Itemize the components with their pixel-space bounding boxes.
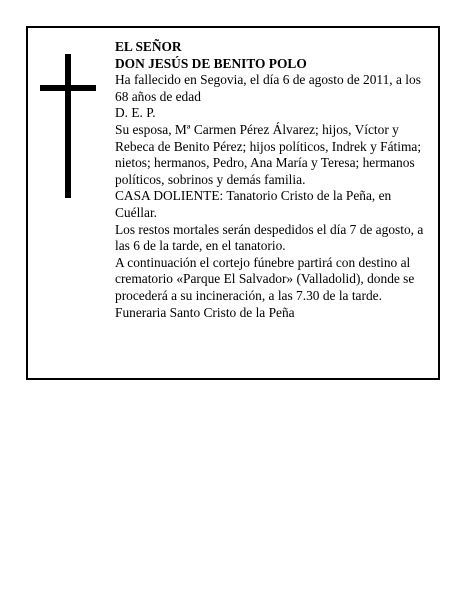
deceased-name: DON JESÚS DE BENITO POLO — [115, 55, 307, 71]
cross-vertical-bar — [65, 54, 71, 198]
despedida-info: Los restos mortales serán despedidos el día 7 de agosto, a las 6 de la tarde, en el tanatorio. — [115, 221, 424, 254]
obituary-notice — [26, 26, 440, 380]
casa-doliente: CASA DOLIENTE: Tanatorio Cristo de la Peña, en Cuéllar. — [115, 188, 392, 220]
title-line-1: EL SEÑOR — [115, 39, 182, 54]
dep-line: D. E. P. — [115, 105, 156, 121]
cross-horizontal-bar — [40, 85, 96, 91]
notice-body — [115, 39, 427, 321]
cross-icon — [40, 54, 96, 198]
death-info: Ha fallecido en Segovia, el día 6 de agosto de 2011, a los 68 años de edad — [115, 72, 421, 104]
cortejo-info: A continuación el cortejo fúnebre partirá con destino al crematorio «Parque El Salvador» (Valladolid), donde se procederá a su incineración, a las 7.30 de la tarde. — [115, 254, 415, 303]
funeraria: Funeraria Santo Cristo de la Peña — [115, 304, 295, 320]
family-list: Su esposa, Mª Carmen Pérez Álvarez; hijos, Víctor y Rebeca de Benito Pérez; hijos políticos, Indrek y Fátima; nietos; hermanos, Pedro, Ana María y Teresa; hermanos políticos, sobrinos y demás familia. — [115, 121, 422, 187]
